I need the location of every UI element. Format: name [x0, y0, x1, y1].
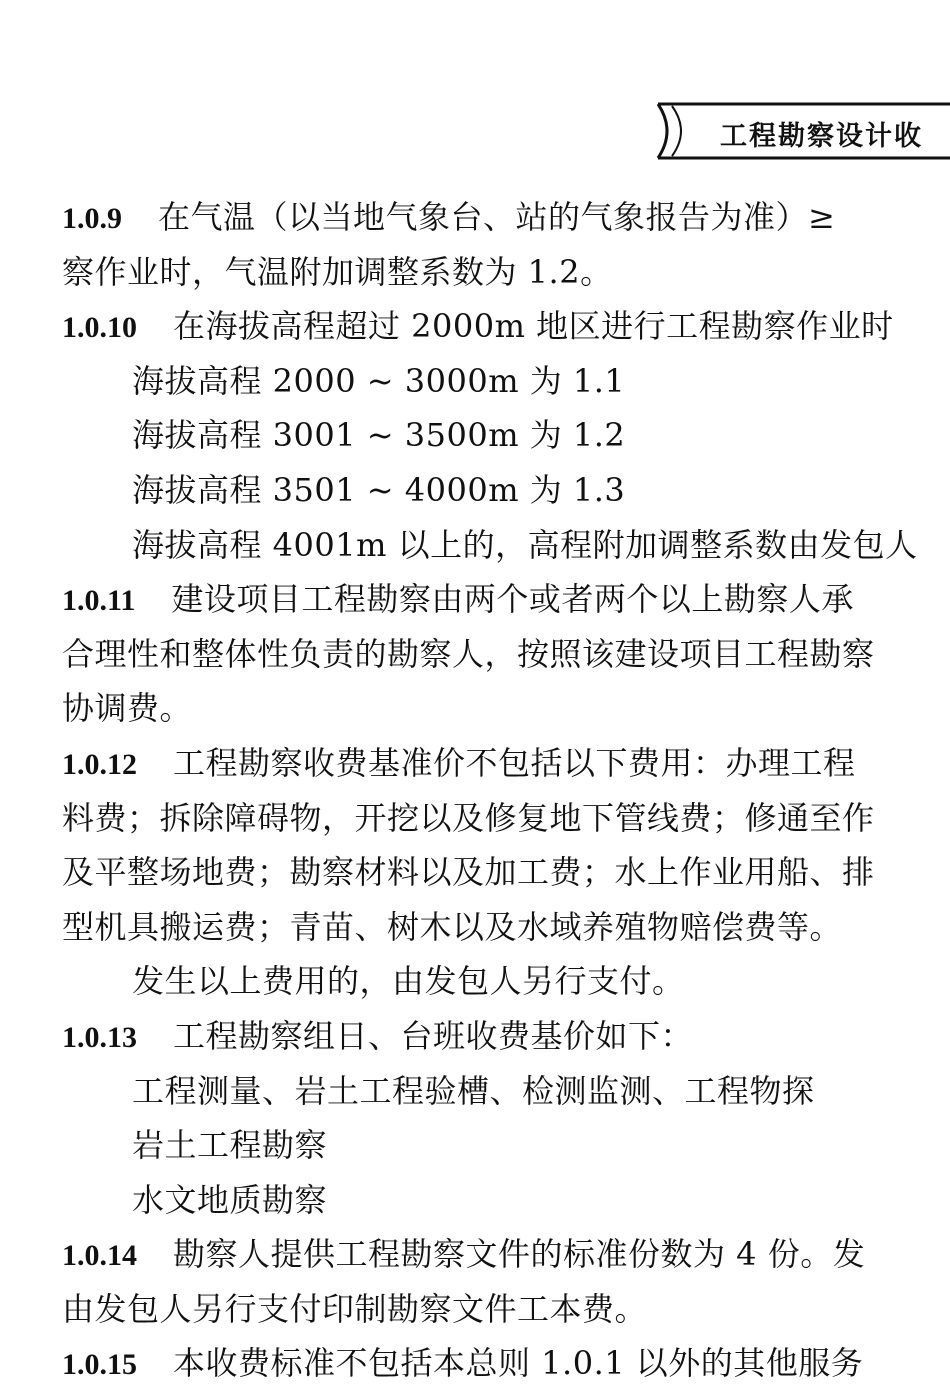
- line-text: 海拔高程 2000 ~ 3000m 为 1.1: [132, 361, 626, 400]
- header-title: 工程勘察设计收: [720, 121, 923, 152]
- line-text: 在气温（以当地气象台、站的气象报告为准）≥: [158, 198, 836, 236]
- line-text: 工程测量、岩土工程验槽、检测监测、工程物探: [132, 1071, 815, 1110]
- text-line: [62, 518, 950, 573]
- text-line: [62, 627, 950, 682]
- clause-number: 1.0.14: [62, 1239, 137, 1273]
- clause-line: [62, 1009, 950, 1064]
- clause-number: 1.0.15: [62, 1348, 137, 1382]
- line-text: 海拔高程 3501 ~ 4000m 为 1.3: [132, 470, 626, 509]
- line-text: 勘察人提供工程勘察文件的标准份数为 4 份。发: [173, 1235, 866, 1274]
- text-line: [62, 408, 950, 463]
- line-text: 建设项目工程勘察由两个或者两个以上勘察人承: [171, 580, 854, 619]
- text-line: [62, 845, 950, 900]
- running-header: [650, 100, 950, 162]
- text-line: [62, 1173, 950, 1228]
- clause-line: [62, 572, 950, 627]
- text-line: [62, 354, 950, 409]
- text-line: [62, 1282, 950, 1337]
- clause-line: [62, 190, 950, 245]
- clause-number: 1.0.13: [62, 1020, 137, 1054]
- clause-line: [62, 1227, 950, 1282]
- text-line: [62, 900, 950, 955]
- line-text: 合理性和整体性负责的勘察人，按照该建设项目工程勘察: [62, 634, 875, 673]
- line-text: 工程勘察组日、台班收费基价如下：: [173, 1016, 694, 1055]
- line-text: 发生以上费用的，由发包人另行支付。: [132, 962, 685, 1001]
- clause-line: [62, 736, 950, 791]
- line-text: 由发包人另行支付印制勘察文件工本费。: [62, 1289, 648, 1328]
- clause-line: [62, 1336, 950, 1391]
- clause-line: [62, 299, 950, 354]
- text-line: [62, 954, 950, 1009]
- clause-number: 1.0.9: [62, 202, 122, 235]
- text-line: [62, 245, 950, 300]
- line-text: 协调费。: [62, 689, 193, 728]
- clause-number: 1.0.10: [62, 311, 137, 345]
- text-line: [62, 791, 950, 846]
- document-body: [62, 190, 950, 1391]
- line-text: 水文地质勘察: [132, 1180, 328, 1219]
- line-text: 型机具搬运费；青苗、树木以及水域养殖物赔偿费等。: [62, 907, 843, 946]
- line-text: 察作业时，气温附加调整系数为 1.2。: [62, 252, 613, 291]
- line-text: 海拔高程 4001m 以上的，高程附加调整系数由发包人: [132, 525, 918, 564]
- text-line: [62, 681, 950, 736]
- line-text: 料费；拆除障碍物，开挖以及修复地下管线费；修通至作: [62, 798, 875, 837]
- text-line: [62, 1118, 950, 1173]
- clause-number: 1.0.11: [62, 584, 136, 618]
- line-text: 海拔高程 3001 ~ 3500m 为 1.2: [132, 416, 626, 455]
- line-text: 工程勘察收费基准价不包括以下费用：办理工程: [173, 743, 856, 782]
- text-line: [62, 463, 950, 518]
- text-line: [62, 1064, 950, 1119]
- clause-number: 1.0.12: [62, 747, 137, 781]
- line-text: 在海拔高程超过 2000m 地区进行工程勘察作业时: [173, 307, 894, 346]
- line-text: 及平整场地费；勘察材料以及加工费；水上作业用船、排: [62, 853, 875, 892]
- line-text: 本收费标准不包括本总则 1.0.1 以外的其他服务: [173, 1344, 864, 1383]
- line-text: 岩土工程勘察: [132, 1126, 328, 1165]
